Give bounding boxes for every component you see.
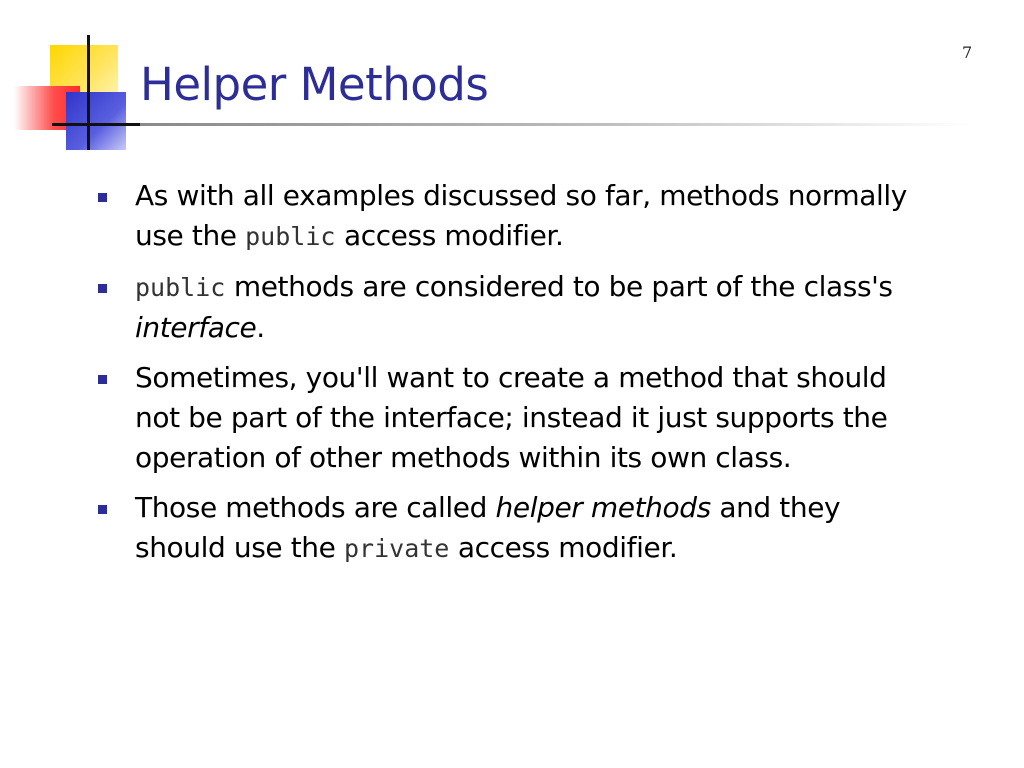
square-bullet-icon xyxy=(98,505,107,514)
bullet-text-segment: methods are considered to be part of the class's xyxy=(225,270,893,303)
emphasized-term: interface xyxy=(135,311,257,344)
bullet-text-segment: As with all examples discussed so far, methods normally use the xyxy=(135,179,907,252)
bullet-text-segment: access modifier. xyxy=(449,531,678,564)
horizontal-line-decoration xyxy=(52,123,147,126)
code-keyword: private xyxy=(343,534,450,563)
title-underline xyxy=(140,123,970,126)
bullet-text-segment: . xyxy=(256,311,265,344)
bullet-text xyxy=(135,270,893,344)
slide-title: Helper Methods xyxy=(140,58,489,111)
bullet-item xyxy=(98,358,928,478)
decorative-logo xyxy=(0,0,150,160)
bullet-text-segment: Those methods are called xyxy=(135,491,496,524)
bullet-text xyxy=(135,361,887,474)
emphasized-term: helper methods xyxy=(495,491,711,524)
vertical-line-decoration xyxy=(87,35,90,150)
bullet-text xyxy=(135,491,840,564)
bullet-text-segment: and they should use the xyxy=(135,491,841,564)
square-bullet-icon xyxy=(98,284,107,293)
bullet-item xyxy=(98,176,928,257)
code-keyword: public xyxy=(245,222,336,251)
code-keyword: public xyxy=(135,273,226,302)
square-bullet-icon xyxy=(98,193,107,202)
bullet-item xyxy=(98,488,928,569)
blue-square-decoration xyxy=(66,92,126,150)
bullet-text-segment: access modifier. xyxy=(335,219,564,252)
bullet-text-segment: Sometimes, you'll want to create a method that should not be part of the interface; instead it just supports the operation of other methods within its own class. xyxy=(135,361,888,474)
bullet-text xyxy=(135,179,907,252)
bullet-item xyxy=(98,267,928,348)
bullet-list xyxy=(98,176,928,579)
square-bullet-icon xyxy=(98,375,107,384)
page-number: 7 xyxy=(962,43,973,62)
